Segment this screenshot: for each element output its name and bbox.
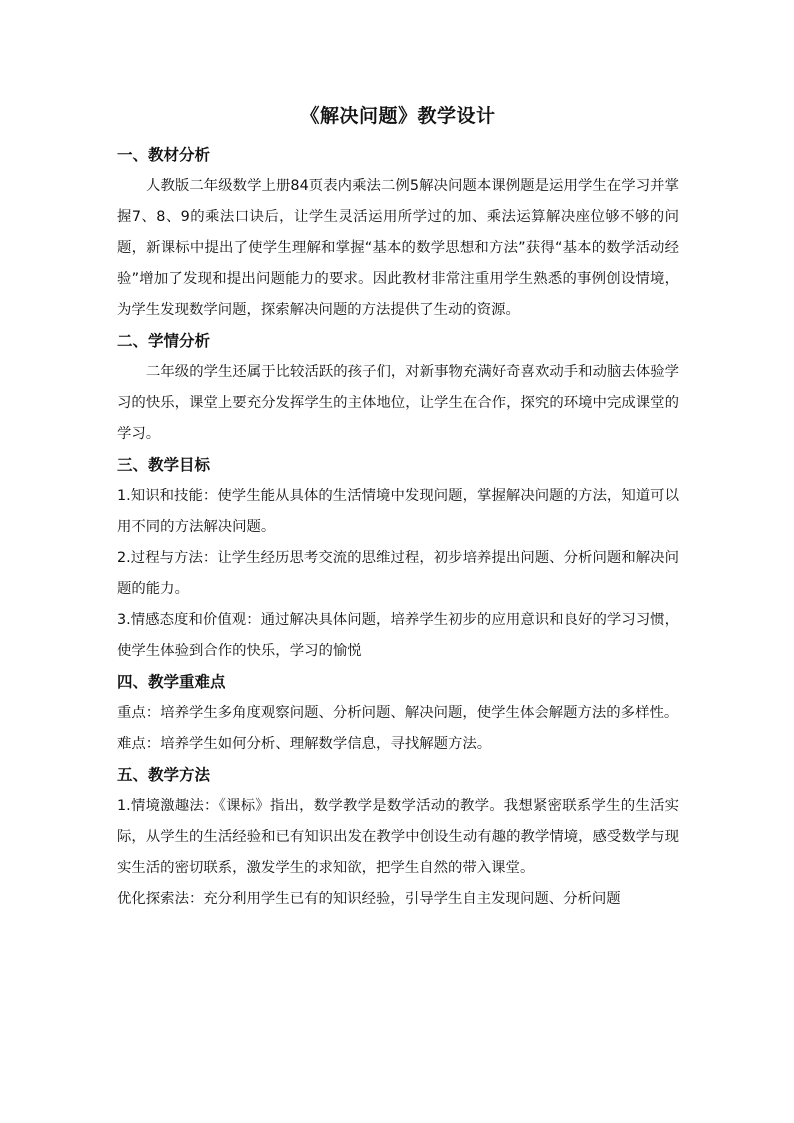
section-heading: 五、教学方法: [117, 766, 211, 784]
section-teaching-goals: [117, 450, 679, 667]
difficult-point: 难点：培养学生如何分析、理解数学信息，寻找解题方法。: [117, 736, 492, 752]
goal-item: 3.情感态度和价值观：通过解决具体问题，培养学生初步的应用意识和良好的学习习惯，使学生体验到合作的快乐，学习的愉悦: [117, 612, 679, 659]
section-student-analysis: [117, 326, 679, 450]
section-materials-analysis: [117, 140, 679, 326]
document-title: 《解决问题》教学设计: [300, 105, 496, 127]
method-item: 优化探索法：充分利用学生已有的知识经验，引导学生自主发现问题、分析问题: [117, 891, 621, 907]
paragraph: 二年级的学生还属于比较活跃的孩子们，对新事物充满好奇喜欢动手和动脑去体验学习的快乐，课堂上要充分发挥学生的主体地位，让学生在合作，探究的环境中完成课堂的学习。: [117, 364, 679, 442]
method-item: 1.情境激趣法：《课标》指出，数学教学是数学活动的教学。我想紧密联系学生的生活实际，从学生的生活经验和已有知识出发在教学中创设生动有趣的教学情境，感受数学与现实生活的密切联系，激发学生的求知欲，把学生自然的带入课堂。: [117, 798, 679, 876]
section-key-points: [117, 667, 679, 760]
paragraph: 人教版二年级数学上册84页表内乘法二例5解决问题本课例题是运用学生在学习并掌握7、8、9的乘法口诀后，让学生灵活运用所学过的加、乘法运算解决座位够不够的问题，新课标中提出了使学生理解和掌握“基本的数学思想和方法”获得“基本的数学活动经验”增加了发现和提出问题能力的要求。因此教材非常注重用学生熟悉的事例创设情境，为学生发现数学问题，探索解决问题的方法提供了生动的资源。: [117, 178, 679, 318]
goal-item: 2.过程与方法：让学生经历思考交流的思维过程，初步培养提出问题、分析问题和解决问题的能力。: [117, 550, 679, 597]
section-heading: 二、学情分析: [117, 332, 211, 350]
section-teaching-methods: [117, 760, 679, 915]
section-heading: 三、教学目标: [117, 456, 211, 474]
section-heading: 一、教材分析: [117, 146, 211, 164]
key-point: 重点：培养学生多角度观察问题、分析问题、解决问题，使学生体会解题方法的多样性。: [117, 705, 679, 721]
section-heading: 四、教学重难点: [117, 673, 226, 691]
goal-item: 1.知识和技能：使学生能从具体的生活情境中发现问题，掌握解决问题的方法，知道可以用不同的方法解决问题。: [117, 488, 679, 535]
document-page: [117, 100, 679, 915]
